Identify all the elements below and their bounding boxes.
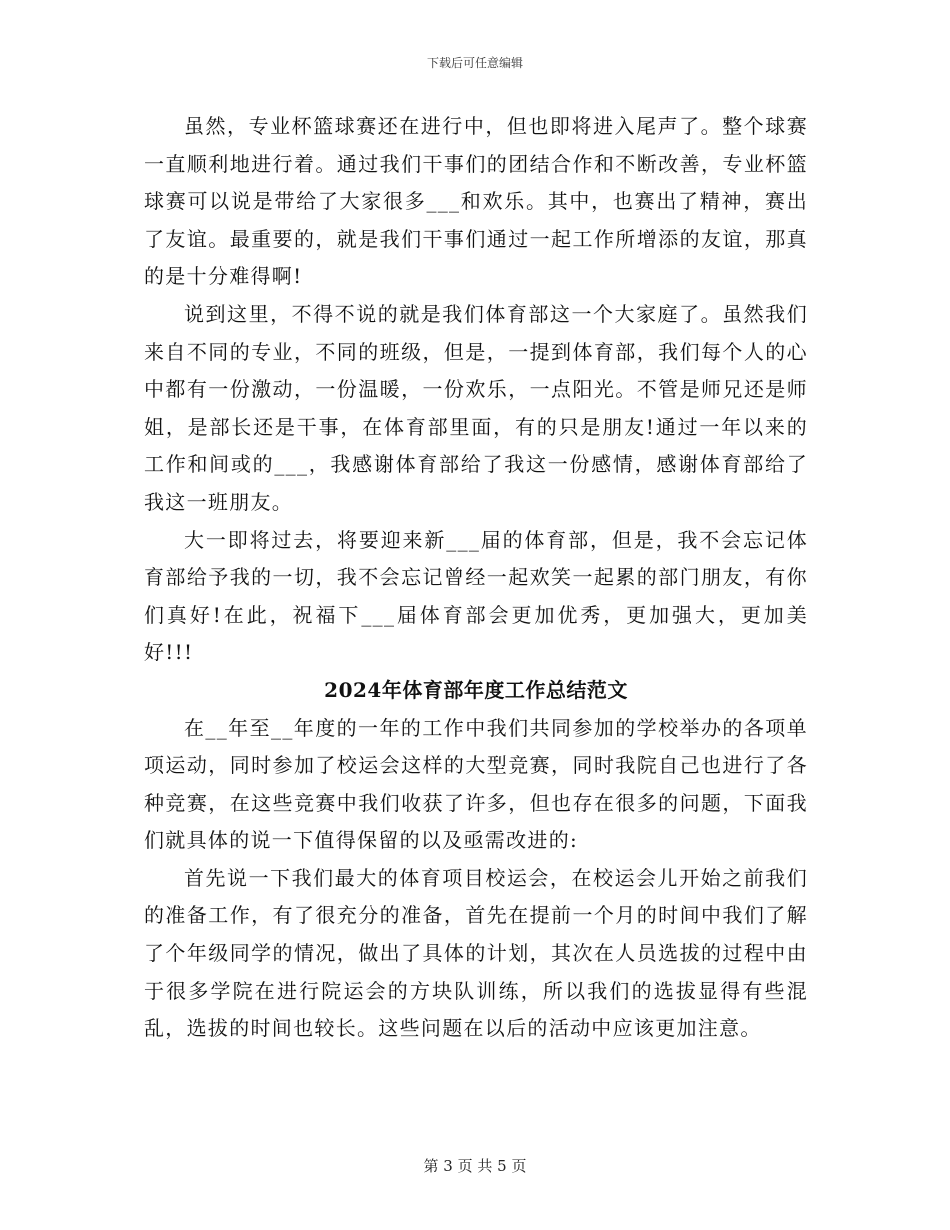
paragraph-2: 说到这里，不得不说的就是我们体育部这一个大家庭了。虽然我们来自不同的专业，不同的班级，但是，一提到体育部，我们每个人的心中都有一份激动，一份温暖，一份欢乐，一点阳光。不管是师兄还是师姐，是部长还是干事，在体育部里面，有的只是朋友!通过一年以来的工作和间或的___，我感谢体育部给了我这一份感情，感谢体育部给了我这一班朋友。: [144, 301, 808, 514]
document-body: [144, 108, 808, 1048]
paragraph-5: 首先说一下我们最大的体育项目校运会，在校运会儿开始之前我们的准备工作，有了很充分的准备，首先在提前一个月的时间中我们了解了个年级同学的情况，做出了具体的计划，其次在人员选拔的过程中由于很多学院在进行院运会的方块队训练，所以我们的选拔显得有些混乱，选拔的时间也较长。这些问题在以后的活动中应该更加注意。: [144, 865, 808, 1041]
page-number-footer: 第 3 页 共 5 页: [423, 1157, 527, 1175]
section-title: 2024年体育部年度工作总结范文: [324, 677, 628, 702]
paragraph-3: 大一即将过去，将要迎来新___届的体育部，但是，我不会忘记体育部给予我的一切，我不会忘记曾经一起欢笑一起累的部门朋友，有你们真好!在此，祝福下___届体育部会更加优秀，更加强大，更加美好!!!: [144, 527, 808, 665]
paragraph-1: 虽然，专业杯篮球赛还在进行中，但也即将进入尾声了。整个球赛一直顺利地进行着。通过我们干事们的团结合作和不断改善，专业杯篮球赛可以说是带给了大家很多___和欢乐。其中，也赛出了精神，赛出了友谊。最重要的，就是我们干事们通过一起工作所增添的友谊，那真的是十分难得啊!: [144, 114, 808, 289]
page-header-note: 下载后可任意编辑: [426, 56, 523, 70]
paragraph-4: 在__年至__年度的一年的工作中我们共同参加的学校举办的各项单项运动，同时参加了校运会这样的大型竞赛，同时我院自己也进行了各种竞赛，在这些竞赛中我们收获了许多，但也存在很多的问题，下面我们就具体的说一下值得保留的以及亟需改进的:: [144, 715, 808, 853]
